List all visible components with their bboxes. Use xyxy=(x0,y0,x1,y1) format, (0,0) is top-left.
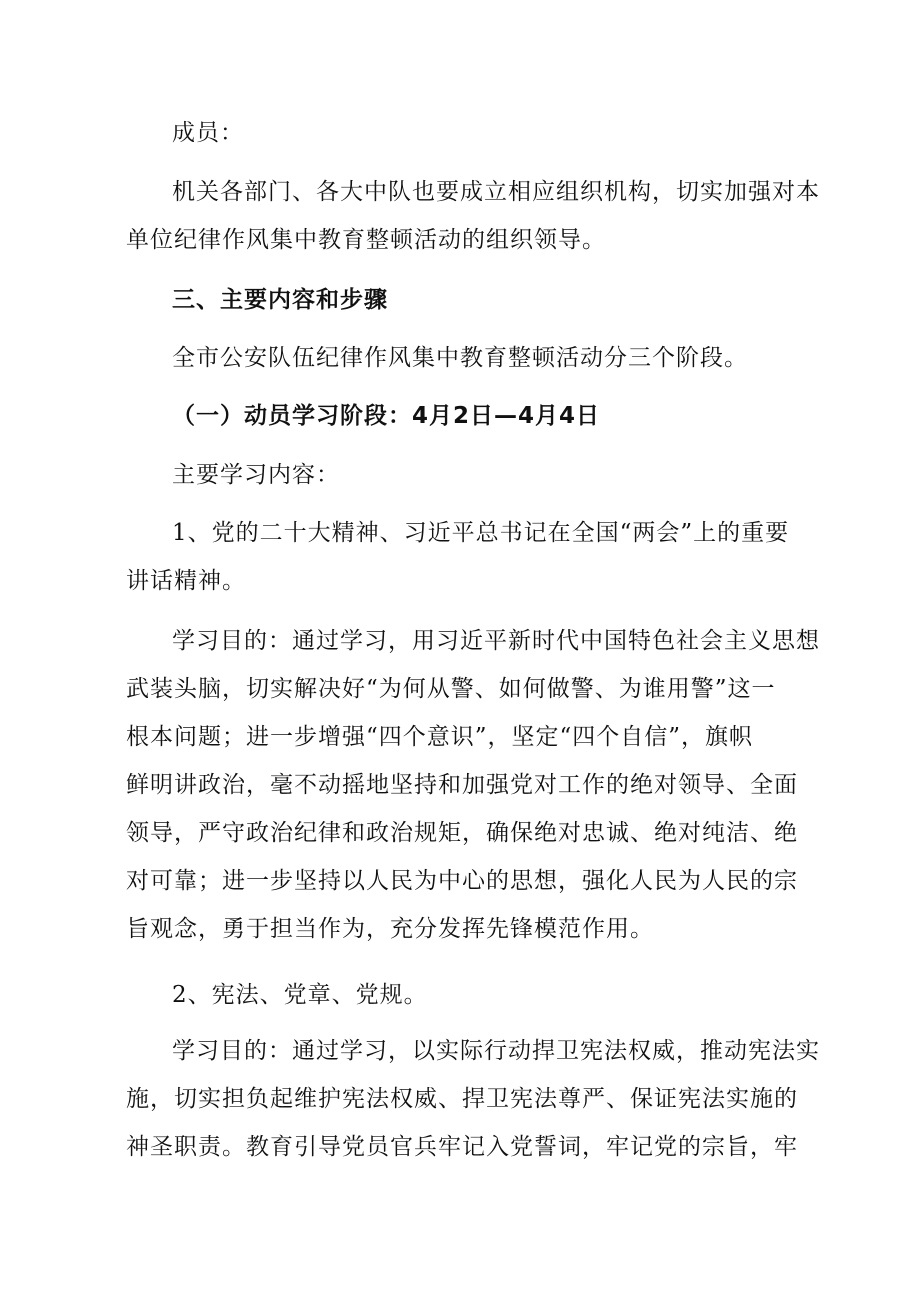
study-purpose-2-line-1: 学习目的：通过学习，以实际行动捍卫宪法权威，推动宪法实 xyxy=(172,1038,820,1064)
paragraph-organization-line-1: 机关各部门、各大中队也要成立相应组织机构，切实加强对本 xyxy=(172,179,820,205)
study-purpose-1-line-5: 领导，严守政治纪律和政治规矩，确保绝对忠诚、绝对纯洁、绝 xyxy=(126,820,798,846)
study-purpose-1-line-3: 根本问题；进一步增强“四个意识”，坚定“四个自信”，旗帜 xyxy=(126,724,754,750)
section-heading-main-content: 三、主要内容和步骤 xyxy=(172,287,388,313)
study-purpose-1-line-4: 鲜明讲政治，毫不动摇地坚持和加强党对工作的绝对领导、全面 xyxy=(126,772,798,798)
paragraph-three-stages: 全市公安队伍纪律作风集中教育整顿活动分三个阶段。 xyxy=(172,345,748,371)
paragraph-main-study-content: 主要学习内容： xyxy=(172,462,340,488)
list-item-1-line-2: 讲话精神。 xyxy=(126,568,246,594)
study-purpose-1-line-6: 对可靠；进一步坚持以人民为中心的思想，强化人民为人民的宗 xyxy=(126,868,798,894)
paragraph-organization-line-2: 单位纪律作风集中教育整顿活动的组织领导。 xyxy=(126,227,606,253)
study-purpose-1-line-2: 武装头脑，切实解决好“为何从警、如何做警、为谁用警”这一 xyxy=(126,676,776,702)
study-purpose-1-line-1: 学习目的：通过学习，用习近平新时代中国特色社会主义思想 xyxy=(172,628,820,654)
study-purpose-1-line-7: 旨观念，勇于担当作为，充分发挥先锋模范作用。 xyxy=(126,916,654,942)
list-item-2: 2、宪法、党章、党规。 xyxy=(172,982,428,1008)
paragraph-members: 成员： xyxy=(172,120,244,146)
list-item-1-line-1: 1、党的二十大精神、习近平总书记在全国“两会”上的重要 xyxy=(172,520,790,546)
study-purpose-2-line-2: 施，切实担负起维护宪法权威、捍卫宪法尊严、保证宪法实施的 xyxy=(126,1086,798,1112)
subsection-heading-stage-one: （一）动员学习阶段：4月2日—4月4日 xyxy=(172,403,601,429)
study-purpose-2-line-3: 神圣职责。教育引导党员官兵牢记入党誓词，牢记党的宗旨，牢 xyxy=(126,1134,798,1160)
